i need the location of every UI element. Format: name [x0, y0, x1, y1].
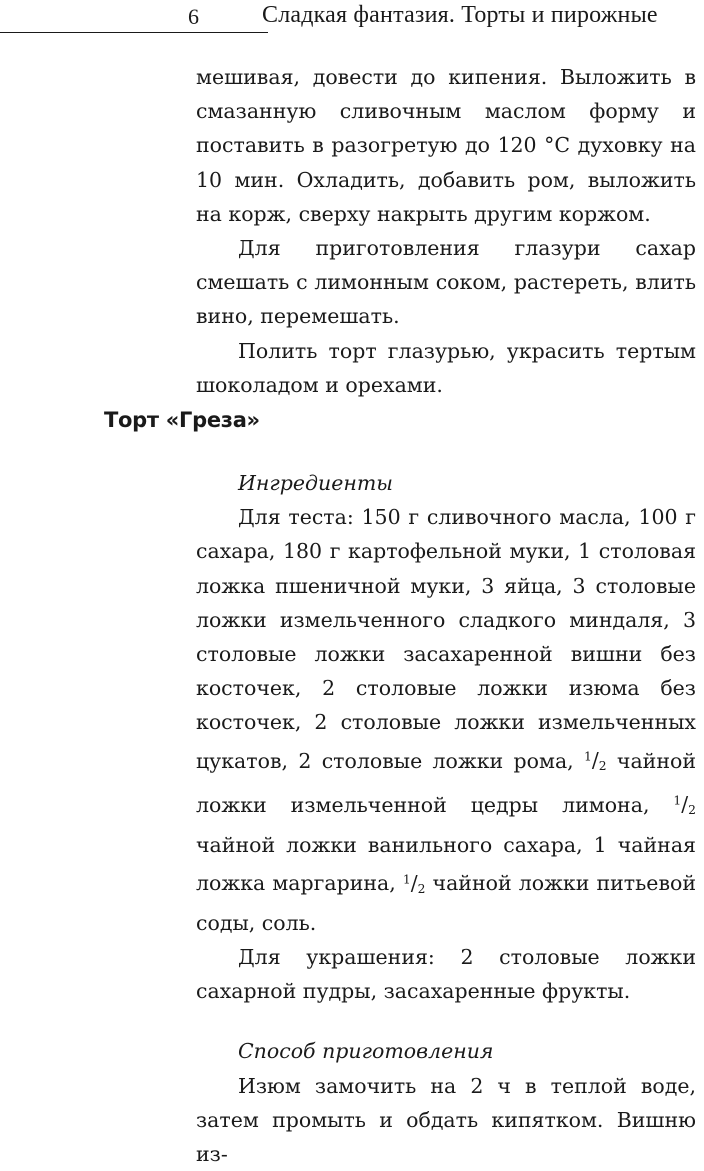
page-number: 6 — [188, 4, 199, 29]
fraction-denominator: 2 — [688, 803, 696, 818]
fraction-numerator: 1 — [584, 749, 592, 764]
glaze-paragraph: Для приготовления глазури сахар смешать с лимонным соком, растереть, влить вино, перемешать. — [196, 236, 696, 329]
fraction-numerator: 1 — [402, 871, 411, 886]
dough-text-1: Для теста: 150 г сливочного масла, 100 г сахара, 180 г картофельной муки, 1 столовая ложка пшеничной муки, 3 яйца, 3 столовые ложки измельченного сладкого миндаля, 3 столовые ложки засахаренной вишни без косточек, 2 столовые ложки изюма без косточек, 2 столовые ложки измельченных цукатов, 2 столовые ложки рома, — [196, 505, 696, 773]
spacer — [196, 1008, 696, 1034]
dough-text-4: чайной ложки питьевой соды, соль. — [196, 870, 696, 935]
fraction-denominator: 2 — [598, 759, 607, 774]
running-header — [0, 0, 704, 40]
method-paragraph-1: Изюм замочить на 2 ч в теплой воде, затем промыть и обдать кипятком. Вишню из- — [196, 1073, 696, 1167]
continued-paragraph-1: мешивая, довести до кипения. Выложить в смазанную сливочным маслом форму и поставить в разогретую до 120 °С духовку на 10 мин. Охладить, добавить ром, выложить на корж, сверху накрыть другим коржом. — [196, 65, 696, 226]
fraction-denominator: 2 — [417, 881, 426, 896]
recipe-title: Торт «Греза» — [104, 408, 260, 432]
finish-paragraph: Полить торт глазурью, украсить тертым шоколадом и орехами. — [196, 338, 696, 397]
header-rule — [0, 32, 268, 33]
decoration-ingredients: Для украшения: 2 столовые ложки сахарной пудры, засахаренные фрукты. — [196, 945, 696, 1004]
dough-text-2: чайной ложки измельченной цедры лимона, — [196, 748, 696, 817]
fraction-half: $^1/_2$ — [673, 792, 696, 818]
ingredients-heading: Ингредиенты — [238, 471, 393, 495]
continued-text — [196, 60, 696, 402]
fraction-half: $^1/_2$ — [584, 748, 607, 774]
fraction-numerator: 1 — [673, 793, 682, 808]
ingredients-block — [196, 466, 696, 1171]
running-title: Сладкая фантазия. Торты и пирожные — [262, 2, 658, 28]
dough-ingredients — [196, 500, 696, 940]
method-heading: Способ приготовления — [238, 1039, 494, 1064]
dough-text-3: чайной ложки ванильного сахара, 1 чайная ложка маргарина, — [196, 832, 696, 895]
fraction-half: $^1/_2$ — [402, 870, 426, 896]
